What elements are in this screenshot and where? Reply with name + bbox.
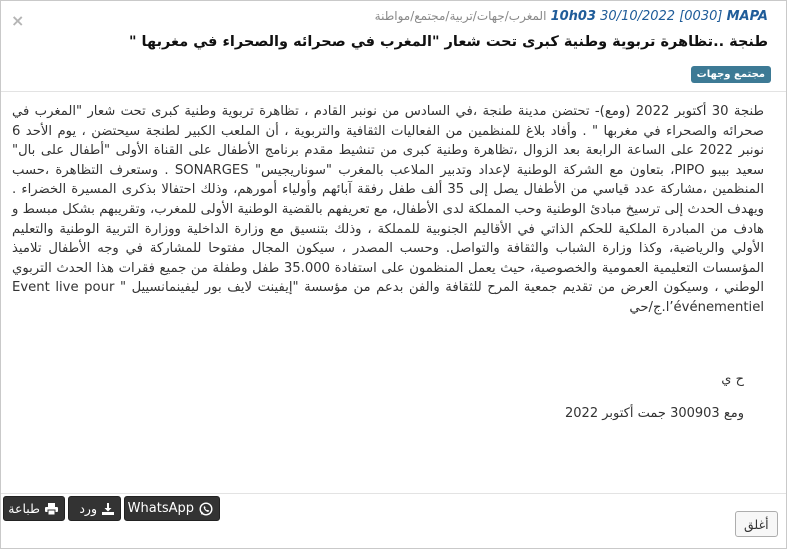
download-icon <box>102 503 114 515</box>
close-button[interactable] <box>735 511 778 537</box>
article-signature: ح ي <box>721 372 744 387</box>
article-reference: ومع 300903 جمت أكتوبر 2022 <box>565 406 744 421</box>
dispatch-meta <box>375 9 768 24</box>
whatsapp-icon <box>199 502 213 516</box>
print-button-label: طباعة <box>8 501 40 516</box>
printer-icon <box>45 503 58 515</box>
breadcrumb: المغرب/جهات/تربية/مجتمع/مواطنة <box>374 9 547 23</box>
close-button-label: أغلق <box>744 516 769 532</box>
dispatch-date: 30/10/2022 <box>600 9 676 24</box>
footer-divider <box>1 493 786 494</box>
article-title: طنجة ..تظاهرة تربوية وطنية كبرى تحت شعار "المغرب في صحرائه والصحراء في مغربها " <box>128 34 768 50</box>
category-badge: مجتمع وجهات <box>691 66 771 83</box>
word-button[interactable] <box>68 496 121 521</box>
print-button[interactable] <box>3 496 65 521</box>
close-icon[interactable]: × <box>11 11 25 30</box>
whatsapp-button[interactable] <box>124 496 220 521</box>
word-button-label: ورد <box>79 501 97 516</box>
dispatch-time: 10h03 <box>550 9 596 24</box>
article-body: طنجة 30 أكتوبر 2022 (ومع)- تحتضن مدينة طنجة ،في السادس من نونبر القادم ، تظاهرة تربوية وطنية كبرى تحت شعار "المغرب في صحرائه والصحراء في مغربها " . وأفاد بلاغ للمنظمين من الفعاليات الثقافية والتربوية ، أن الملعب الكبير لطنجة سيحتضن ، يوم الأحد 6 نونبر 2022 على الساعة الرابعة بعد الزوال ،تظاهرة وطنية كبرى من تنشيط مقدم برنامج الأطفال على القناة الأولى "أطفال على بال" سعيد بيبو PIPO، بتعاون مع الشركة الوطنية لإعداد وتدبير الملاعب بالمغرب "سوناريجيس" SONARGES . وستعرف التظاهرة ،حسب المنظمين ،مشاركة عدد قياسي من الأطفال يصل إلى 35 ألف طفل رفقة آبائهم وأولياء أمورهم، وذلك احتفالا بذكرى المسيرة الخضراء . ويهدف الحدث إلى ترسيخ مبادئ الوطنية وحب المملكة لدى الأطفال، مع تعريفهم بالقضية الوطنية الأولى للمغرب، وتقريبهم بشكل مبسط و هادف من المبادرة الملكية للحكم الذاتي في الأقاليم الجنوبية للمملكة ، وذلك بتنسيق مع وزارة الداخلية ووزارة التربية الوطنية والتعليم الأولي والرياضية، وكذا وزارة الشباب والثقافة والتواصل. وحسب المصدر ، سيكون المجال مفتوحا للمشاركة في وجه الأطفال تلاميذ المؤسسات التعليمية العمومية والخصوصية، حيث يعمل المنظمون على استفادة 35.000 طفل وطفلة من جميع فقرات هذا الحدث التربوي الوطني ، وسيكون العرض من تقديم جمعية المرح للثقافة والفن بدعم من مؤسسة "إيفينت لايف بور ليفينمانسييل " Event live pour l’événementiel.ج/حي <box>12 104 764 315</box>
whatsapp-button-label: WhatsApp <box>127 501 194 516</box>
dispatch-agency: MAPA <box>726 9 768 24</box>
dispatch-code: [0030] <box>679 9 723 24</box>
header-divider <box>1 91 786 92</box>
